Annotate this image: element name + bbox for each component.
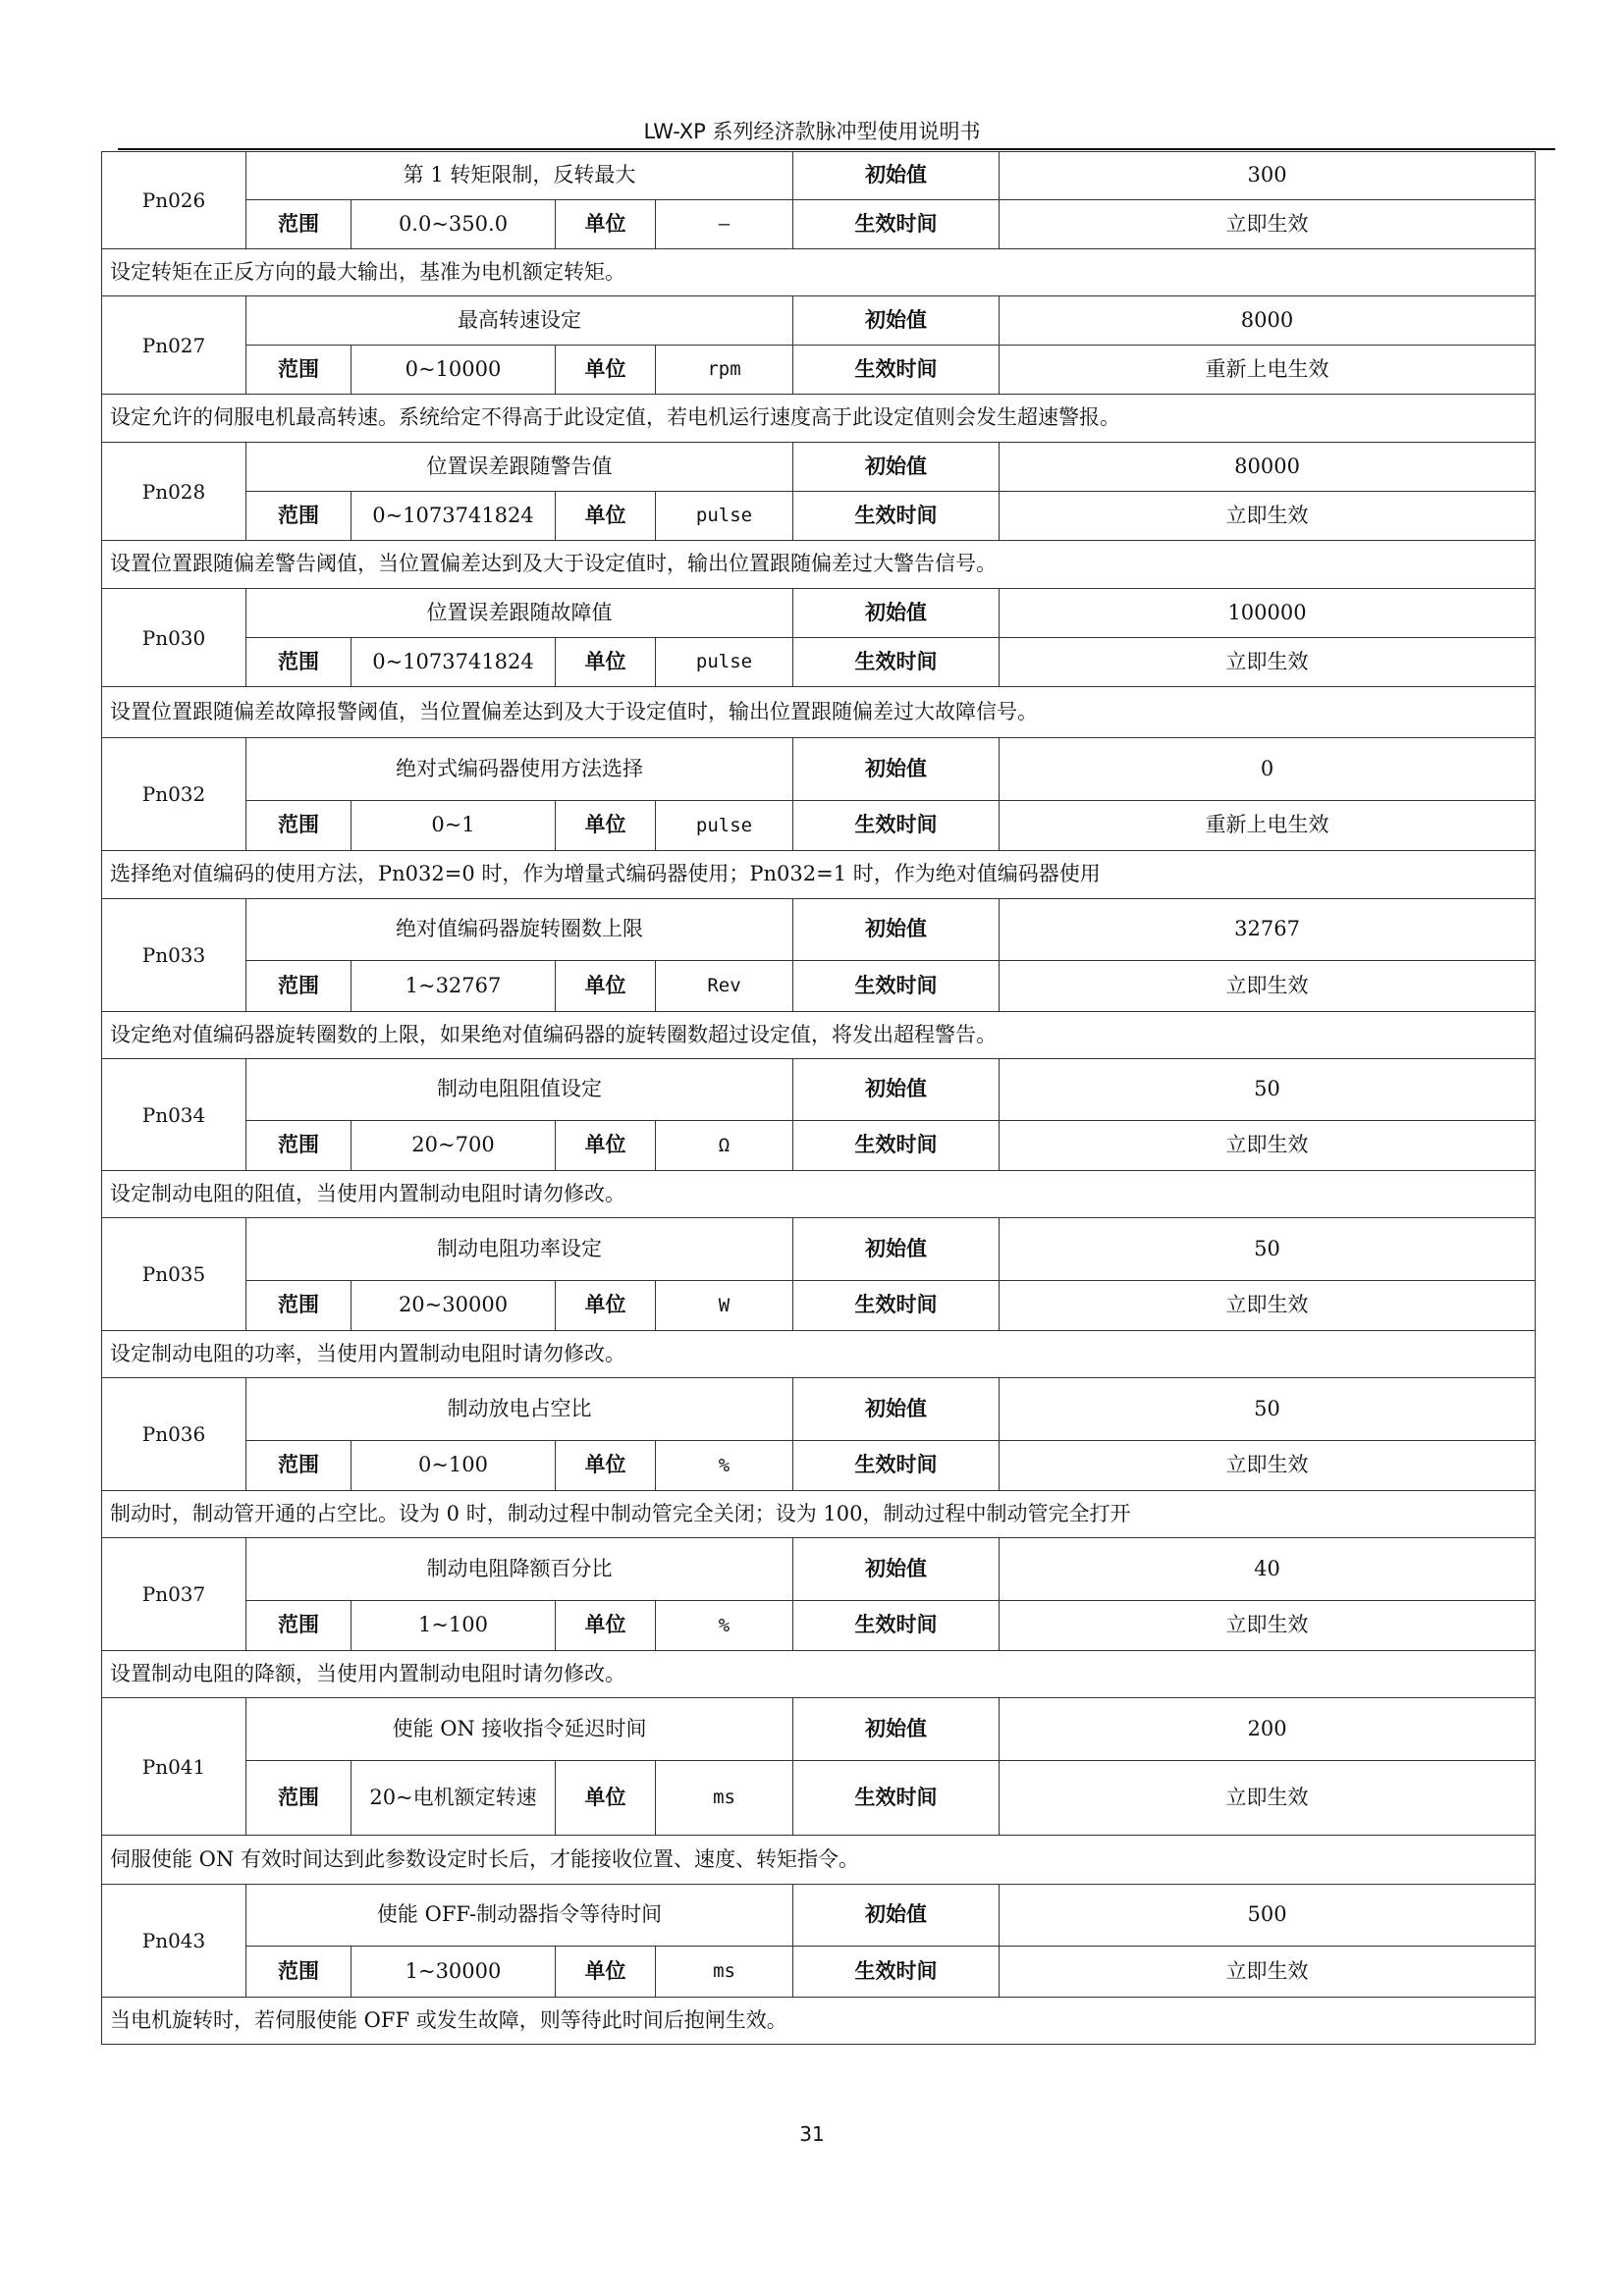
range-value: 0~10000 (352, 346, 556, 395)
unit-value: pulse (656, 492, 793, 541)
range-value: 0~1073741824 (352, 638, 556, 687)
unit-value: pulse (656, 638, 793, 687)
param-header-row (102, 1698, 1536, 1761)
param-header-row (102, 1378, 1536, 1441)
effective-label: 生效时间 (793, 638, 1000, 687)
initial-value-label: 初始值 (793, 296, 1000, 346)
initial-value: 32767 (1000, 899, 1536, 961)
effective-value: 立即生效 (1000, 961, 1536, 1012)
initial-value-label: 初始值 (793, 1378, 1000, 1441)
param-detail-row (102, 200, 1536, 249)
unit-value: % (656, 1601, 793, 1651)
effective-label: 生效时间 (793, 1281, 1000, 1331)
param-code: Pn034 (102, 1059, 246, 1171)
effective-value: 立即生效 (1000, 638, 1536, 687)
effective-label: 生效时间 (793, 1601, 1000, 1651)
initial-value: 100000 (1000, 589, 1536, 638)
range-value: 0~1073741824 (352, 492, 556, 541)
unit-label: 单位 (556, 1761, 656, 1836)
range-label: 范围 (246, 346, 352, 395)
header-divider (118, 148, 1555, 150)
param-description: 设定允许的伺服电机最高转速。系统给定不得高于此设定值，若电机运行速度高于此设定值则会发生超速警报。 (102, 395, 1536, 443)
range-label: 范围 (246, 492, 352, 541)
effective-value: 立即生效 (1000, 1947, 1536, 1998)
initial-value-label: 初始值 (793, 899, 1000, 961)
param-name: 制动电阻功率设定 (246, 1218, 793, 1281)
document-header-title: LW-XP 系列经济款脉冲型使用说明书 (643, 120, 981, 143)
param-name: 位置误差跟随故障值 (246, 589, 793, 638)
param-code: Pn026 (102, 152, 246, 249)
unit-label: 单位 (556, 1947, 656, 1998)
param-name: 制动电阻阻值设定 (246, 1059, 793, 1121)
effective-value: 立即生效 (1000, 1121, 1536, 1171)
param-header-row (102, 899, 1536, 961)
unit-value: W (656, 1281, 793, 1331)
param-detail-row (102, 492, 1536, 541)
param-name: 制动放电占空比 (246, 1378, 793, 1441)
param-code: Pn030 (102, 589, 246, 687)
range-value: 1~100 (352, 1601, 556, 1651)
range-value: 20~700 (352, 1121, 556, 1171)
unit-label: 单位 (556, 801, 656, 851)
param-description-row (102, 1998, 1536, 2045)
unit-label: 单位 (556, 1281, 656, 1331)
initial-value: 0 (1000, 738, 1536, 801)
effective-label: 生效时间 (793, 801, 1000, 851)
param-description: 伺服使能 ON 有效时间达到此参数设定时长后，才能接收位置、速度、转矩指令。 (102, 1836, 1536, 1885)
effective-value: 立即生效 (1000, 492, 1536, 541)
range-label: 范围 (246, 638, 352, 687)
unit-label: 单位 (556, 200, 656, 249)
param-name: 使能 OFF-制动器指令等待时间 (246, 1885, 793, 1947)
effective-label: 生效时间 (793, 1441, 1000, 1491)
range-label: 范围 (246, 961, 352, 1012)
initial-value: 80000 (1000, 443, 1536, 492)
effective-label: 生效时间 (793, 961, 1000, 1012)
range-label: 范围 (246, 1121, 352, 1171)
param-header-row (102, 152, 1536, 200)
initial-value: 300 (1000, 152, 1536, 200)
unit-value: — (656, 200, 793, 249)
param-description: 设置制动电阻的降额，当使用内置制动电阻时请勿修改。 (102, 1651, 1536, 1698)
range-label: 范围 (246, 1761, 352, 1836)
range-label: 范围 (246, 1441, 352, 1491)
param-code: Pn037 (102, 1538, 246, 1651)
range-label: 范围 (246, 200, 352, 249)
param-detail-row (102, 1441, 1536, 1491)
param-detail-row (102, 961, 1536, 1012)
param-code: Pn033 (102, 899, 246, 1012)
effective-label: 生效时间 (793, 492, 1000, 541)
range-value: 0~100 (352, 1441, 556, 1491)
range-value: 1~30000 (352, 1947, 556, 1998)
unit-value: ms (656, 1947, 793, 1998)
effective-label: 生效时间 (793, 346, 1000, 395)
param-detail-row (102, 1121, 1536, 1171)
range-label: 范围 (246, 1947, 352, 1998)
param-description: 设置位置跟随偏差警告阈值，当位置偏差达到及大于设定值时，输出位置跟随偏差过大警告信号。 (102, 541, 1536, 589)
param-name: 绝对式编码器使用方法选择 (246, 738, 793, 801)
param-header-row (102, 1538, 1536, 1601)
param-detail-row (102, 801, 1536, 851)
param-description: 当电机旋转时，若伺服使能 OFF 或发生故障，则等待此时间后抱闸生效。 (102, 1998, 1536, 2045)
effective-label: 生效时间 (793, 200, 1000, 249)
param-description-row (102, 1012, 1536, 1059)
effective-label: 生效时间 (793, 1121, 1000, 1171)
effective-value: 立即生效 (1000, 1761, 1536, 1836)
param-description-row (102, 395, 1536, 443)
param-name: 最高转速设定 (246, 296, 793, 346)
initial-value-label: 初始值 (793, 1885, 1000, 1947)
parameter-table (101, 151, 1536, 2045)
param-header-row (102, 296, 1536, 346)
param-name: 绝对值编码器旋转圈数上限 (246, 899, 793, 961)
param-description: 制动时，制动管开通的占空比。设为 0 时，制动过程中制动管完全关闭；设为 100，制动过程中制动管完全打开 (102, 1491, 1536, 1538)
page-number: 31 (799, 2122, 825, 2146)
param-description: 设定制动电阻的功率，当使用内置制动电阻时请勿修改。 (102, 1331, 1536, 1378)
unit-value: rpm (656, 346, 793, 395)
initial-value: 50 (1000, 1218, 1536, 1281)
param-code: Pn035 (102, 1218, 246, 1331)
param-description: 设定转矩在正反方向的最大输出，基准为电机额定转矩。 (102, 249, 1536, 296)
param-detail-row (102, 346, 1536, 395)
param-description-row (102, 541, 1536, 589)
param-name: 制动电阻降额百分比 (246, 1538, 793, 1601)
param-header-row (102, 589, 1536, 638)
initial-value-label: 初始值 (793, 1538, 1000, 1601)
initial-value: 50 (1000, 1378, 1536, 1441)
unit-label: 单位 (556, 1121, 656, 1171)
range-label: 范围 (246, 1281, 352, 1331)
param-detail-row (102, 1601, 1536, 1651)
param-header-row (102, 738, 1536, 801)
unit-value: pulse (656, 801, 793, 851)
unit-label: 单位 (556, 492, 656, 541)
range-value: 0~1 (352, 801, 556, 851)
initial-value-label: 初始值 (793, 1698, 1000, 1761)
param-code: Pn032 (102, 738, 246, 851)
unit-value: ms (656, 1761, 793, 1836)
param-description: 设定制动电阻的阻值，当使用内置制动电阻时请勿修改。 (102, 1171, 1536, 1218)
effective-value: 重新上电生效 (1000, 801, 1536, 851)
unit-label: 单位 (556, 961, 656, 1012)
param-code: Pn043 (102, 1885, 246, 1998)
param-detail-row (102, 1281, 1536, 1331)
param-description-row (102, 1171, 1536, 1218)
initial-value-label: 初始值 (793, 738, 1000, 801)
param-description: 选择绝对值编码的使用方法，Pn032=0 时，作为增量式编码器使用；Pn032=1 时，作为绝对值编码器使用 (102, 851, 1536, 899)
effective-value: 立即生效 (1000, 1441, 1536, 1491)
param-code: Pn036 (102, 1378, 246, 1491)
range-label: 范围 (246, 801, 352, 851)
unit-value: Rev (656, 961, 793, 1012)
effective-value: 重新上电生效 (1000, 346, 1536, 395)
initial-value-label: 初始值 (793, 589, 1000, 638)
unit-value: Ω (656, 1121, 793, 1171)
param-description-row (102, 1836, 1536, 1885)
param-name: 使能 ON 接收指令延迟时间 (246, 1698, 793, 1761)
unit-value: % (656, 1441, 793, 1491)
param-description: 设定绝对值编码器旋转圈数的上限，如果绝对值编码器的旋转圈数超过设定值，将发出超程警告。 (102, 1012, 1536, 1059)
param-description-row (102, 249, 1536, 296)
effective-value: 立即生效 (1000, 1281, 1536, 1331)
initial-value-label: 初始值 (793, 1218, 1000, 1281)
param-name: 位置误差跟随警告值 (246, 443, 793, 492)
effective-value: 立即生效 (1000, 200, 1536, 249)
initial-value: 40 (1000, 1538, 1536, 1601)
initial-value: 8000 (1000, 296, 1536, 346)
param-detail-row (102, 1761, 1536, 1836)
param-header-row (102, 1885, 1536, 1947)
initial-value: 500 (1000, 1885, 1536, 1947)
range-value: 0.0~350.0 (352, 200, 556, 249)
param-code: Pn041 (102, 1698, 246, 1836)
param-description-row (102, 1651, 1536, 1698)
param-name: 第 1 转矩限制，反转最大 (246, 152, 793, 200)
param-detail-row (102, 638, 1536, 687)
initial-value-label: 初始值 (793, 1059, 1000, 1121)
effective-label: 生效时间 (793, 1761, 1000, 1836)
param-code: Pn028 (102, 443, 246, 541)
initial-value: 200 (1000, 1698, 1536, 1761)
param-description-row (102, 1491, 1536, 1538)
param-header-row (102, 443, 1536, 492)
unit-label: 单位 (556, 1441, 656, 1491)
param-description-row (102, 687, 1536, 738)
param-code: Pn027 (102, 296, 246, 395)
initial-value: 50 (1000, 1059, 1536, 1121)
range-value: 20~电机额定转速 (352, 1761, 556, 1836)
range-label: 范围 (246, 1601, 352, 1651)
range-value: 1~32767 (352, 961, 556, 1012)
param-header-row (102, 1059, 1536, 1121)
param-detail-row (102, 1947, 1536, 1998)
param-description: 设置位置跟随偏差故障报警阈值，当位置偏差达到及大于设定值时，输出位置跟随偏差过大故障信号。 (102, 687, 1536, 738)
initial-value-label: 初始值 (793, 443, 1000, 492)
unit-label: 单位 (556, 1601, 656, 1651)
param-header-row (102, 1218, 1536, 1281)
param-description-row (102, 1331, 1536, 1378)
initial-value-label: 初始值 (793, 152, 1000, 200)
effective-value: 立即生效 (1000, 1601, 1536, 1651)
unit-label: 单位 (556, 638, 656, 687)
param-description-row (102, 851, 1536, 899)
range-value: 20~30000 (352, 1281, 556, 1331)
effective-label: 生效时间 (793, 1947, 1000, 1998)
unit-label: 单位 (556, 346, 656, 395)
